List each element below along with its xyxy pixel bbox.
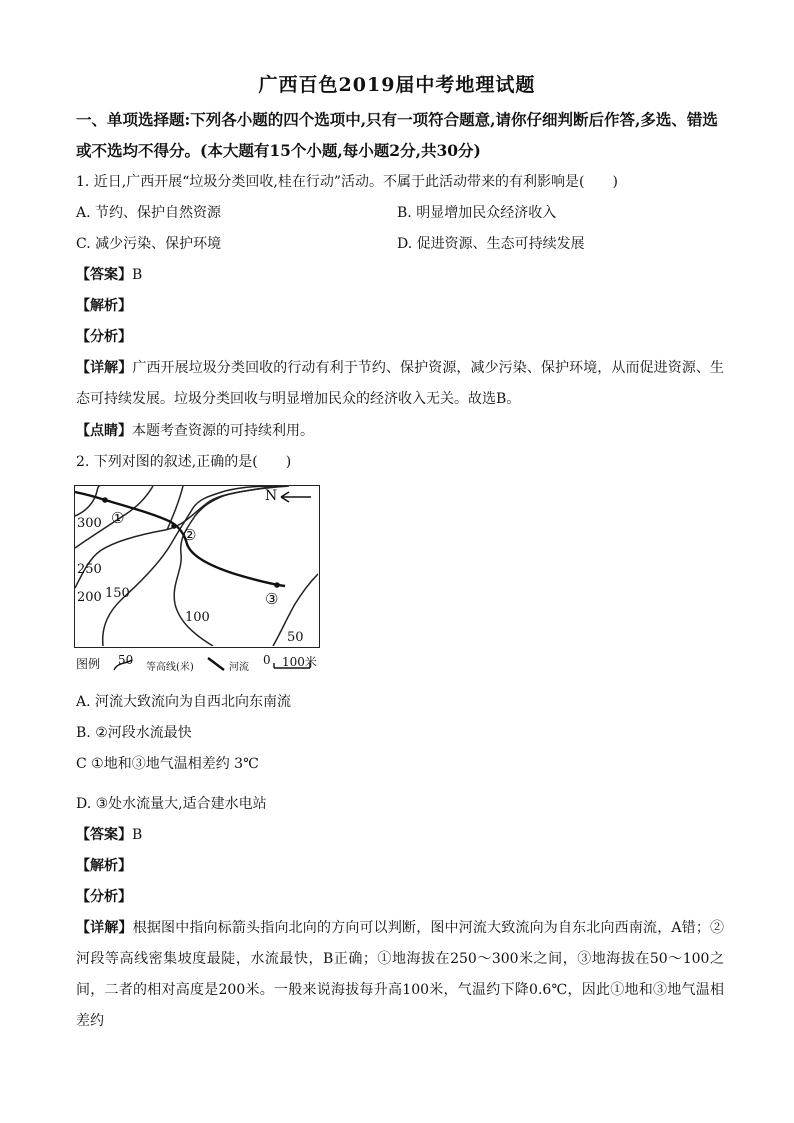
q2-option-b: B. ②河段水流最快 [76, 725, 192, 741]
question-2-stem: 2. 下列对图的叙述,正确的是( ) [76, 454, 292, 470]
q1-option-b: B. 明显增加民众经济收入 [397, 205, 557, 221]
detail-text: 根据图中指向标箭头指向北向的方向可以判断，图中河流大致流向为自东北向西南流，A错；②河段等高线密集坡度最陡，水流最快，B正确；①地海拔在250～300米之间，③地海拔在50～100之间，二者的相对高度是200米。一般来说海拔每升高100米，气温约下降0.6℃，因此①地和③地气温相差约 [76, 920, 725, 1029]
q1-analysis-label: 【解析】 [76, 298, 132, 314]
question-1-stem: 1. 近日,广西开展“垃圾分类回收,桂在行动”活动。不属于此活动带来的有利影响是( ) [76, 174, 618, 190]
q2-option-a: A. 河流大致流向为自西北向东南流 [76, 694, 292, 710]
q1-detail [76, 353, 724, 415]
river [75, 492, 285, 586]
contour-label-150: 150 [105, 586, 130, 601]
legend-river-text: 河流 [229, 662, 249, 673]
point-1-dot [102, 497, 108, 503]
q1-dianjing [76, 421, 314, 441]
q1-option-c: C. 减少污染、保护环境 [76, 236, 222, 252]
contour-label-200: 200 [77, 590, 102, 605]
scale-text: 100米 [282, 655, 317, 669]
q2-answer [76, 825, 142, 845]
answer-value: B [132, 827, 143, 843]
point-1-label: ① [111, 509, 125, 527]
q2-fenxi-label: 【分析】 [76, 889, 132, 905]
point-3-label: ③ [265, 590, 279, 608]
answer-label: 【答案】 [76, 827, 132, 843]
detail-label: 【详解】 [76, 360, 133, 376]
legend-contour-text: 等高线(米) [146, 662, 194, 673]
q2-option-d: D. ③处水流量大,适合建水电站 [76, 796, 267, 812]
q1-option-a: A. 节约、保护自然资源 [76, 205, 222, 221]
legend-contour-value: 50 [118, 653, 134, 667]
q2-detail [76, 913, 724, 1037]
point-2-dot [171, 523, 177, 529]
q1-option-d: D. 促进资源、生态可持续发展 [397, 236, 585, 252]
section-header: 一、单项选择题:下列各小题的四个选项中,只有一项符合题意,请你仔细判断后作答,多选、错选或不选均不得分。(本大题有15个小题,每小题2分,共30分) [76, 110, 718, 160]
legend-river-symbol [208, 658, 224, 670]
q1-answer [76, 265, 142, 285]
page-title: 广西百色2019届中考地理试题 [258, 74, 536, 96]
north-label: N [265, 488, 278, 504]
q2-analysis-label: 【解析】 [76, 858, 132, 874]
contour-line-300 [75, 486, 101, 516]
map-legend [74, 652, 324, 674]
contour-label-300: 300 [77, 516, 102, 531]
answer-value: B [132, 267, 143, 283]
dianjing-label: 【点睛】 [76, 423, 132, 439]
contour-label-50: 50 [287, 630, 304, 645]
q1-fenxi-label: 【分析】 [76, 329, 132, 345]
answer-label: 【答案】 [76, 267, 132, 283]
q2-option-c: C ①地和③地气温相差约 3℃ [76, 756, 259, 772]
detail-label: 【详解】 [76, 920, 133, 936]
point-3-dot [274, 582, 280, 588]
contour-map [74, 485, 320, 648]
detail-text: 广西开展垃圾分类回收的行动有利于节约、保护资源，减少污染、保护环境，从而促进资源、生态可持续发展。垃圾分类回收与明显增加民众的经济收入无关。故选B。 [76, 360, 725, 407]
scale-zero: 0 [263, 653, 271, 667]
contour-label-100: 100 [185, 610, 210, 625]
legend-title: 图例 [76, 657, 101, 671]
dianjing-text: 本题考查资源的可持续利用。 [132, 423, 314, 439]
contour-label-250: 250 [77, 562, 102, 577]
point-2-label: ② [183, 526, 197, 544]
